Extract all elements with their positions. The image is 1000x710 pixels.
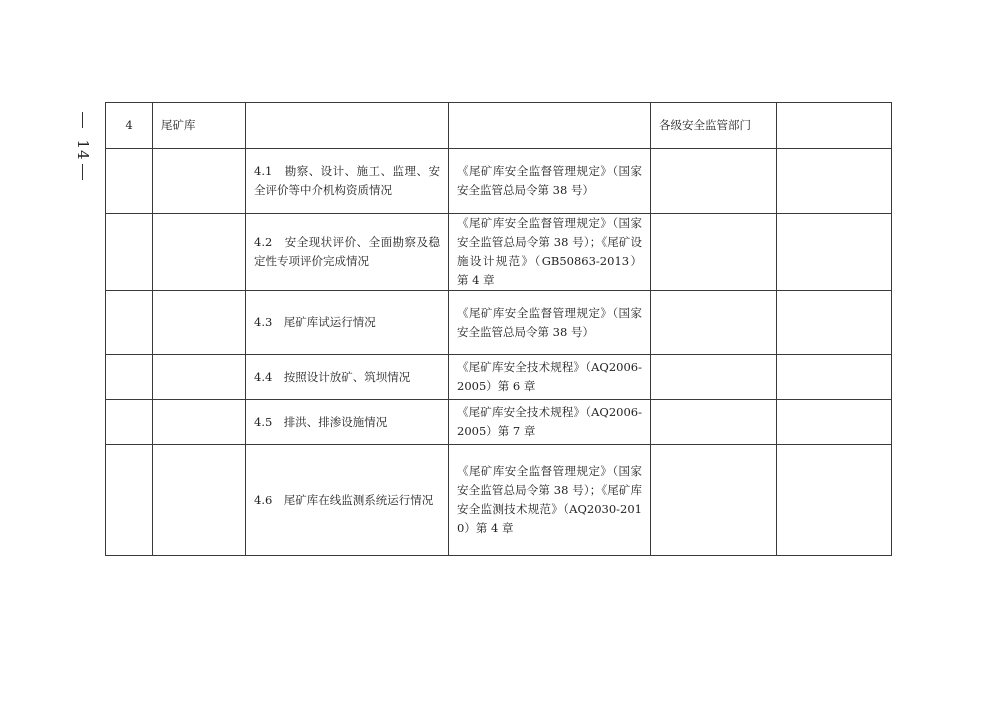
category-dept-cell: 各级安全监管部门 [651, 103, 777, 149]
row-basis-cell: 《尾矿库安全监督管理规定》（国家安全监管总局令第 38 号） [449, 149, 651, 214]
inspection-table [105, 102, 892, 556]
row-remark-cell [777, 445, 892, 556]
row-basis-cell: 《尾矿库安全技术规程》（AQ2006-2005）第 6 章 [449, 355, 651, 400]
row-item-cell [153, 149, 246, 214]
row-number-cell [106, 400, 153, 445]
row-remark-cell [777, 355, 892, 400]
row-number-cell [106, 445, 153, 556]
row-number-cell [106, 214, 153, 291]
row-remark-cell [777, 214, 892, 291]
row-remark-cell [777, 400, 892, 445]
table-row [106, 400, 892, 445]
table-row-category [106, 103, 892, 149]
table-row [106, 214, 892, 291]
table-row [106, 149, 892, 214]
row-dept-cell [651, 149, 777, 214]
category-number-cell: 4 [106, 103, 153, 149]
row-item-cell [153, 400, 246, 445]
table-row [106, 445, 892, 556]
page-number [64, 112, 104, 202]
page-number-dash-bottom [82, 164, 83, 180]
row-sub-item-cell: 4.3 尾矿库试运行情况 [246, 291, 449, 355]
row-sub-item-cell: 4.2 安全现状评价、全面勘察及稳定性专项评价完成情况 [246, 214, 449, 291]
row-item-cell [153, 214, 246, 291]
row-basis-cell: 《尾矿库安全监督管理规定》（国家安全监管总局令第 38 号） [449, 291, 651, 355]
page-number-dash-top [82, 112, 83, 128]
row-remark-cell [777, 291, 892, 355]
category-sub-cell [246, 103, 449, 149]
row-sub-item-cell: 4.5 排洪、排渗设施情况 [246, 400, 449, 445]
row-dept-cell [651, 214, 777, 291]
row-number-cell [106, 291, 153, 355]
row-sub-item-cell: 4.6 尾矿库在线监测系统运行情况 [246, 445, 449, 556]
row-basis-cell: 《尾矿库安全监督管理规定》（国家安全监管总局令第 38 号）；《尾矿设施设计规范》（GB50863-2013）第 4 章 [449, 214, 651, 291]
row-dept-cell [651, 445, 777, 556]
row-item-cell [153, 355, 246, 400]
row-sub-item-cell: 4.1 勘察、设计、施工、监理、安全评价等中介机构资质情况 [246, 149, 449, 214]
page-number-text: 14 [74, 139, 92, 161]
row-basis-cell: 《尾矿库安全技术规程》（AQ2006-2005）第 7 章 [449, 400, 651, 445]
category-item-cell: 尾矿库 [153, 103, 246, 149]
row-remark-cell [777, 149, 892, 214]
row-item-cell [153, 291, 246, 355]
row-dept-cell [651, 400, 777, 445]
row-basis-cell: 《尾矿库安全监督管理规定》（国家安全监管总局令第 38 号）；《尾矿库安全监测技术规范》（AQ2030-2010）第 4 章 [449, 445, 651, 556]
row-dept-cell [651, 291, 777, 355]
category-basis-cell [449, 103, 651, 149]
table-row [106, 355, 892, 400]
category-remark-cell [777, 103, 892, 149]
row-number-cell [106, 355, 153, 400]
row-sub-item-cell: 4.4 按照设计放矿、筑坝情况 [246, 355, 449, 400]
table-row [106, 291, 892, 355]
row-number-cell [106, 149, 153, 214]
row-dept-cell [651, 355, 777, 400]
row-item-cell [153, 445, 246, 556]
